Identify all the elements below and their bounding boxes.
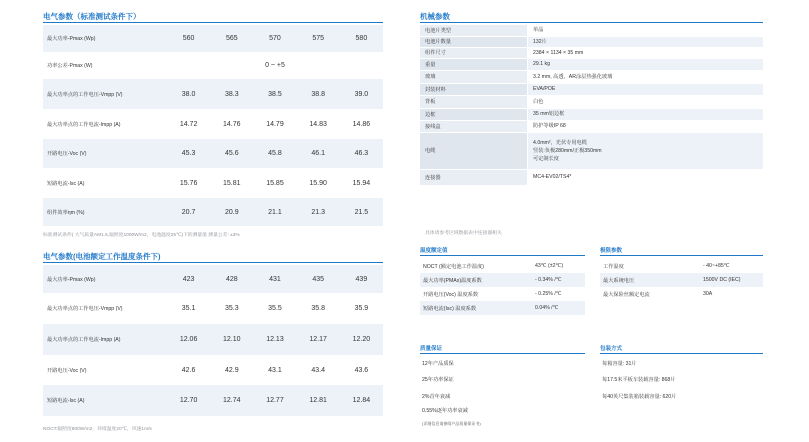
stc-table xyxy=(43,25,383,226)
mechanical-label: 电缆 xyxy=(420,132,528,169)
mechanical-value-line: 4.0mm²，光伏专用电缆 xyxy=(533,139,587,146)
noct-title-rule xyxy=(43,262,383,263)
table-row xyxy=(420,83,763,95)
mechanical-value-line: 29.1 kg xyxy=(533,61,551,67)
table-cell: 45.3 xyxy=(167,139,210,168)
stc-section-title: 电气参数（标准测试条件下） xyxy=(43,12,141,21)
mechanical-note: 具体请参考区域数据表中连接器相关 xyxy=(425,231,502,236)
param-label: 最大保险丝额定电流 xyxy=(603,291,650,298)
table-cell: 46.1 xyxy=(297,139,340,168)
table-cell: 0 ~ +5 xyxy=(167,52,383,79)
table-cell: 21.5 xyxy=(340,198,383,226)
table-cell: 43.6 xyxy=(340,355,383,385)
limits-table xyxy=(600,259,763,301)
mechanical-label: 电池片类型 xyxy=(420,25,528,36)
table-cell: 38.0 xyxy=(167,79,210,109)
row-label: 开路电压-Voc (V) xyxy=(43,355,167,385)
table-cell: 43.4 xyxy=(297,355,340,385)
table-cell: 12.74 xyxy=(210,385,253,416)
param-value: 0.04% /℃ xyxy=(532,301,585,315)
table-cell: 428 xyxy=(210,265,253,293)
mechanical-value-line: 防护等级IP 68 xyxy=(533,123,566,129)
mechanical-label: 电池片数量 xyxy=(420,36,528,47)
table-cell: 39.0 xyxy=(340,79,383,109)
table-cell: 12.77 xyxy=(253,385,296,416)
param-value: - 0.34% /℃ xyxy=(532,273,585,287)
table-cell: 431 xyxy=(253,265,296,293)
mechanical-value xyxy=(528,25,764,36)
table-cell: 35.1 xyxy=(167,293,210,324)
row-label: 短路电流-Isc (A) xyxy=(43,168,167,198)
table-cell: 38.5 xyxy=(253,79,296,109)
table-cell: 14.83 xyxy=(297,109,340,139)
warranty-item: 2%首年衰减 xyxy=(422,394,451,400)
table-cell: 435 xyxy=(297,265,340,293)
row-label: 功率公差-Pmax (W) xyxy=(43,52,167,79)
row-label: 最大功率点的工作电流-Impp (A) xyxy=(43,109,167,139)
warranty-item: 25年功率保证 xyxy=(422,377,454,383)
noct-note: NOCT:辐照度800W/m2，环境温度20℃，风速1m/s xyxy=(43,427,152,432)
table-row xyxy=(43,168,383,198)
table-cell: 439 xyxy=(340,265,383,293)
table-cell: 12.13 xyxy=(253,324,296,355)
mechanical-value-line: 单晶 xyxy=(533,27,544,34)
param-value: 1500V DC (IEC) xyxy=(700,273,763,287)
table-cell: 15.94 xyxy=(340,168,383,198)
table-row xyxy=(420,301,585,315)
table-cell: 14.76 xyxy=(210,109,253,139)
mechanical-table xyxy=(420,25,763,186)
packing-item: 每箱容量: 31片 xyxy=(602,361,637,367)
mechanical-value xyxy=(528,83,764,95)
table-cell: 12.10 xyxy=(210,324,253,355)
mechanical-label: 连接器 xyxy=(420,169,528,185)
mechanical-value-line: 竖装:负极280mm/正极350mm xyxy=(533,147,602,154)
table-cell: 38.3 xyxy=(210,79,253,109)
table-row xyxy=(600,259,763,273)
mechanical-label: 组件尺寸 xyxy=(420,47,528,58)
param-value: - 40~+85℃ xyxy=(703,263,730,269)
mechanical-value xyxy=(528,169,764,185)
table-row xyxy=(43,324,383,355)
table-row xyxy=(420,25,763,36)
table-cell: 42.6 xyxy=(167,355,210,385)
limits-section-title: 极限参数 xyxy=(600,248,623,254)
mechanical-value-line: 2384 × 1134 × 35 mm xyxy=(533,49,584,56)
mechanical-label: 接线盒 xyxy=(420,120,528,132)
mechanical-label: 封装材料 xyxy=(420,83,528,95)
table-cell: 35.8 xyxy=(297,293,340,324)
table-cell: 565 xyxy=(210,25,253,52)
table-row xyxy=(420,120,763,132)
table-row xyxy=(43,293,383,324)
param-label: 最大系统电压 xyxy=(600,273,700,287)
table-cell: 35.3 xyxy=(210,293,253,324)
table-row xyxy=(420,108,763,120)
table-row xyxy=(43,139,383,168)
table-row xyxy=(43,25,383,52)
mechanical-value xyxy=(528,58,764,70)
table-cell: 15.76 xyxy=(167,168,210,198)
mechanical-value xyxy=(528,47,764,58)
table-row xyxy=(600,273,763,287)
warranty-note: (详细信息请参阅产品质量保证书) xyxy=(422,421,481,426)
table-cell: 21.1 xyxy=(253,198,296,226)
table-cell: 12.06 xyxy=(167,324,210,355)
mechanical-label: 背板 xyxy=(420,95,528,108)
table-row xyxy=(420,273,585,287)
warranty-title-rule xyxy=(420,353,585,354)
noct-section-title: 电气参数(电池额定工作温度条件下) xyxy=(43,252,161,261)
table-row xyxy=(43,79,383,109)
mechanical-value-line: 白色 xyxy=(533,98,544,105)
table-row xyxy=(420,287,585,301)
packing-item: 每17.5米平板车装载容量: 868片 xyxy=(602,377,676,383)
table-cell: 46.3 xyxy=(340,139,383,168)
table-cell: 12.17 xyxy=(297,324,340,355)
table-cell: 15.81 xyxy=(210,168,253,198)
noct-table xyxy=(43,265,383,416)
table-cell: 35.5 xyxy=(253,293,296,324)
table-row xyxy=(43,52,383,79)
table-cell: 45.8 xyxy=(253,139,296,168)
table-cell: 15.85 xyxy=(253,168,296,198)
param-label: 短路电流(Isc) 温度系数 xyxy=(420,301,532,315)
table-row xyxy=(420,259,585,273)
table-cell: 14.72 xyxy=(167,109,210,139)
warranty-item: 0.55%逐年功率衰减 xyxy=(422,408,468,414)
mechanical-value xyxy=(528,36,764,47)
table-cell: 14.86 xyxy=(340,109,383,139)
row-label: 最大功率-Pmax (Wp) xyxy=(43,25,167,52)
mechanical-value-line: 可定制长度 xyxy=(533,155,559,162)
table-row xyxy=(420,70,763,83)
table-cell: 575 xyxy=(297,25,340,52)
table-row xyxy=(420,58,763,70)
temperature-title-rule xyxy=(420,255,585,256)
table-row xyxy=(43,109,383,139)
param-label: 最大功率(PMAx)温度系数 xyxy=(420,273,532,287)
mechanical-value-line: EVA/POE xyxy=(533,86,556,92)
warranty-item: 12年产品质保 xyxy=(422,361,454,367)
row-label: 短路电流-Isc (A) xyxy=(43,385,167,416)
mechanical-section-title: 机械参数 xyxy=(420,12,450,21)
stc-note: 标准测试条件( 大气质量AM1.5,辐照度1000W/m2，电池温度25℃)下的测量值 测量公差: ±3% xyxy=(43,233,240,238)
table-cell: 12.84 xyxy=(340,385,383,416)
mechanical-value-line: 132片 xyxy=(533,38,547,45)
table-cell: 12.81 xyxy=(297,385,340,416)
mechanical-value xyxy=(528,108,764,120)
table-cell: 12.20 xyxy=(340,324,383,355)
warranty-section-title: 质量保证 xyxy=(420,346,443,352)
table-row xyxy=(43,265,383,293)
mechanical-value xyxy=(528,95,764,108)
mechanical-title-rule xyxy=(420,22,763,23)
param-label: 工作温度 xyxy=(603,263,624,270)
mechanical-value-line: 3.2 mm, 高透、AR涂层热强化玻璃 xyxy=(533,73,613,80)
mechanical-label: 边框 xyxy=(420,108,528,120)
table-cell: 580 xyxy=(340,25,383,52)
table-cell: 21.3 xyxy=(297,198,340,226)
row-label: 组件效率ηm (%) xyxy=(43,198,167,226)
row-label: 最大功率点的工作电流-Impp (A) xyxy=(43,324,167,355)
param-value: - 0.25% /℃ xyxy=(535,291,562,297)
table-cell: 45.6 xyxy=(210,139,253,168)
table-cell: 35.9 xyxy=(340,293,383,324)
table-cell: 43.1 xyxy=(253,355,296,385)
row-label: 最大功率点的工作电压-Vmpp (V) xyxy=(43,293,167,324)
param-label: NOCT (额定电池工作温度) xyxy=(423,263,484,270)
temperature-section-title: 温度额定值 xyxy=(420,248,448,254)
mechanical-value xyxy=(528,120,764,132)
table-row xyxy=(43,355,383,385)
mechanical-label: 重量 xyxy=(420,58,528,70)
temperature-table xyxy=(420,259,585,315)
table-cell: 423 xyxy=(167,265,210,293)
packing-item: 每40英尺集装箱装载容量: 620片 xyxy=(602,394,677,400)
table-cell: 14.79 xyxy=(253,109,296,139)
mechanical-value-line: 35 mm铝边框 xyxy=(533,111,565,117)
table-cell: 42.9 xyxy=(210,355,253,385)
param-value: 43℃ (±2℃) xyxy=(535,263,564,269)
table-cell: 38.8 xyxy=(297,79,340,109)
table-row xyxy=(43,198,383,226)
table-row xyxy=(420,132,763,169)
table-cell: 560 xyxy=(167,25,210,52)
stc-title-rule xyxy=(43,22,383,23)
row-label: 开路电压-Voc (V) xyxy=(43,139,167,168)
packing-section-title: 包装方式 xyxy=(600,346,623,352)
table-cell: 15.90 xyxy=(297,168,340,198)
table-cell: 20.7 xyxy=(167,198,210,226)
row-label: 最大功率点的工作电压-Vmpp (V) xyxy=(43,79,167,109)
mechanical-value xyxy=(528,132,764,169)
packing-title-rule xyxy=(600,353,763,354)
table-cell: 570 xyxy=(253,25,296,52)
table-row xyxy=(43,385,383,416)
table-row xyxy=(420,47,763,58)
table-row xyxy=(600,287,763,301)
param-value: 30A xyxy=(703,291,713,297)
table-row xyxy=(420,36,763,47)
limits-title-rule xyxy=(600,255,763,256)
mechanical-label: 玻璃 xyxy=(420,70,528,83)
table-row xyxy=(420,169,763,185)
param-label: 开路电压(Voc) 温度系数 xyxy=(423,291,479,298)
table-row xyxy=(420,95,763,108)
table-cell: 12.70 xyxy=(167,385,210,416)
row-label: 最大功率-Pmax (Wp) xyxy=(43,265,167,293)
table-cell: 20.9 xyxy=(210,198,253,226)
mechanical-value-line: MC4-EV02/TS4* xyxy=(533,174,572,180)
mechanical-value xyxy=(528,70,764,83)
